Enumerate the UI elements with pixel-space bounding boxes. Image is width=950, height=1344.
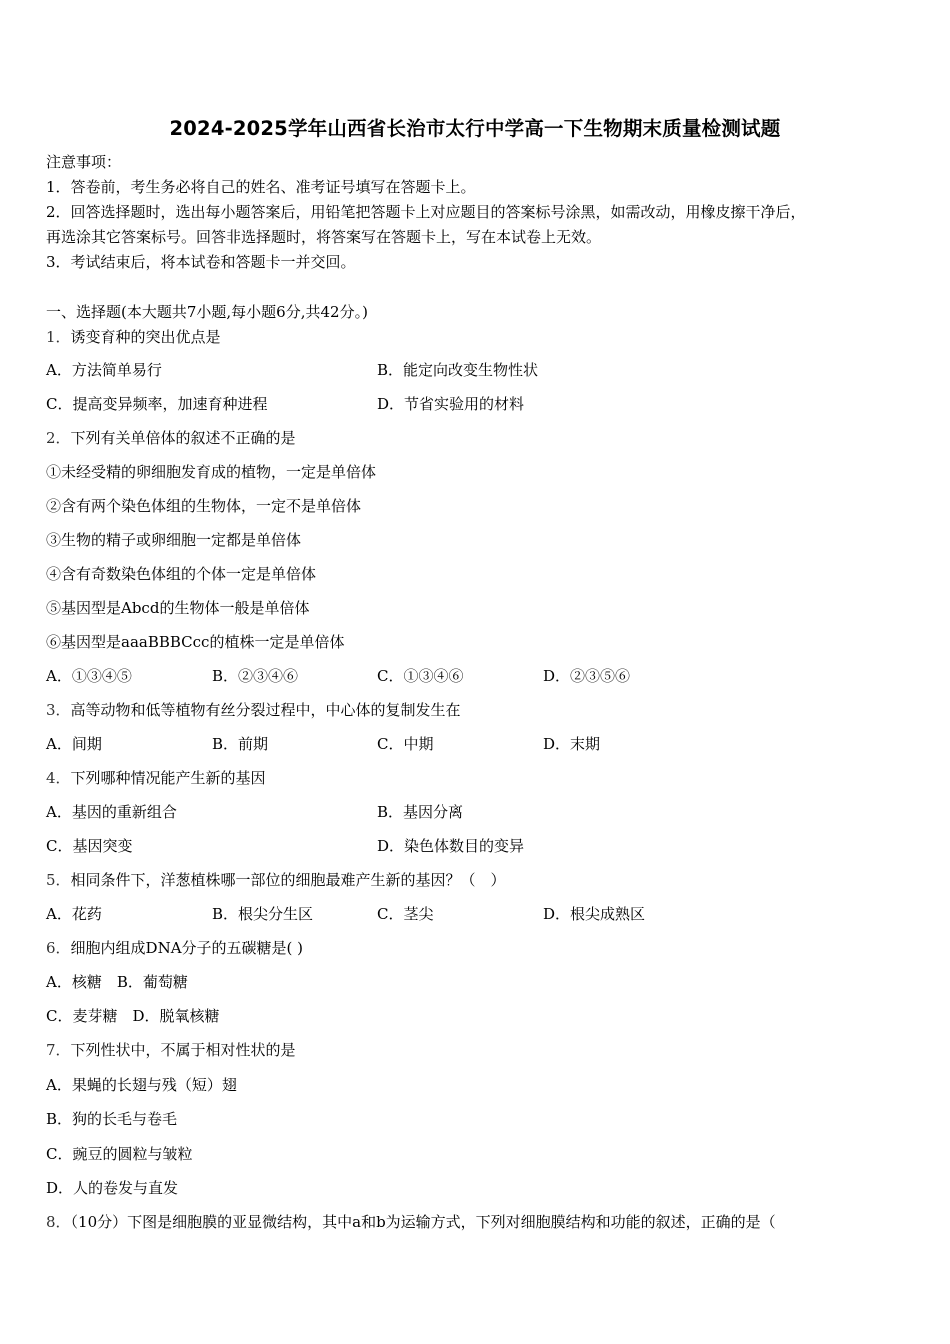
question-stem: 高等动物和低等植物有丝分裂过程中，中心体的复制发生在: [70, 701, 461, 719]
q4-option-b[interactable]: B．基因分离: [377, 803, 464, 821]
notice-item: 1．答卷前，考生务必将自己的姓名、准考证号填写在答题卡上。: [46, 178, 476, 196]
notice-item: 3．考试结束后，将本试卷和答题卡一并交回。: [46, 253, 356, 271]
question-number: 5．: [46, 871, 71, 889]
question-number: 3．: [46, 701, 71, 719]
q2-option-c[interactable]: C．①③④⑥: [377, 667, 464, 685]
section-heading: 一、选择题(本大题共7小题,每小题6分,共42分。): [46, 303, 368, 321]
q1-option-c[interactable]: C．提高变异频率，加速育种进程: [46, 395, 268, 413]
question-1: [46, 327, 221, 347]
notice-item: 2．回答选择题时，选出每小题答案后，用铅笔把答题卡上对应题目的答案标号涂黑，如需改动，用橡皮擦干净后，: [46, 203, 806, 221]
question-8: [46, 1212, 776, 1232]
q2-option-d[interactable]: D．②③⑤⑥: [543, 667, 631, 685]
q4-option-d[interactable]: D．染色体数目的变异: [377, 837, 525, 855]
q5-option-a[interactable]: A．花药: [46, 905, 102, 923]
q1-option-d[interactable]: D．节省实验用的材料: [377, 395, 525, 413]
notice-item: 再选涂其它答案标号。回答非选择题时，将答案写在答题卡上，写在本试卷上无效。: [46, 228, 602, 246]
q6-option-cd[interactable]: C．麦芽糖 D．脱氧核糖: [46, 1007, 220, 1025]
q3-option-d[interactable]: D．末期: [543, 735, 601, 753]
q5-option-c[interactable]: C．茎尖: [377, 905, 434, 923]
question-stem: 下列性状中，不属于相对性状的是: [70, 1041, 296, 1059]
q3-option-b[interactable]: B．前期: [212, 735, 269, 753]
q2-statement: ③生物的精子或卵细胞一定都是单倍体: [46, 531, 302, 549]
question-2: [46, 428, 296, 448]
q7-option-b[interactable]: B．狗的长毛与卷毛: [46, 1110, 178, 1128]
question-number: 8．: [46, 1213, 71, 1231]
q4-option-a[interactable]: A．基因的重新组合: [46, 803, 177, 821]
q3-option-c[interactable]: C．中期: [377, 735, 434, 753]
q6-option-ab[interactable]: A．核糖 B．葡萄糖: [46, 973, 188, 991]
question-stem: 下列有关单倍体的叙述不正确的是: [70, 429, 296, 447]
q5-option-d[interactable]: D．根尖成熟区: [543, 905, 646, 923]
question-stem: 下列哪种情况能产生新的基因: [70, 769, 266, 787]
q2-statement: ⑤基因型是Abcd的生物体一般是单倍体: [46, 599, 310, 617]
page-title: 2024-2025学年山西省长治市太行中学高一下生物期末质量检测试题: [169, 117, 781, 140]
question-4: [46, 768, 266, 788]
question-stem: 细胞内组成DNA分子的五碳糖是( ): [70, 939, 304, 957]
q7-option-a[interactable]: A．果蝇的长翅与残（短）翅: [46, 1076, 237, 1094]
q2-statement: ④含有奇数染色体组的个体一定是单倍体: [46, 565, 317, 583]
question-stem: （10分）下图是细胞膜的亚显微结构，其中a和b为运输方式，下列对细胞膜结构和功能的叙述，正确的是（: [70, 1213, 776, 1231]
q7-option-d[interactable]: D．人的卷发与直发: [46, 1179, 179, 1197]
question-stem: 诱变育种的突出优点是: [70, 328, 221, 346]
q1-option-b[interactable]: B．能定向改变生物性状: [377, 361, 539, 379]
question-3: [46, 700, 461, 720]
question-6: [46, 938, 303, 958]
q1-option-a[interactable]: A．方法简单易行: [46, 361, 162, 379]
notice-heading: 注意事项：: [46, 153, 122, 171]
q4-option-c[interactable]: C．基因突变: [46, 837, 133, 855]
question-5: [46, 870, 506, 890]
question-number: 2．: [46, 429, 71, 447]
q3-option-a[interactable]: A．间期: [46, 735, 102, 753]
q5-option-b[interactable]: B．根尖分生区: [212, 905, 314, 923]
q2-statement: ①未经受精的卵细胞发育成的植物，一定是单倍体: [46, 463, 377, 481]
question-number: 7．: [46, 1041, 71, 1059]
q2-statement: ⑥基因型是aaaBBBCcc的植株一定是单倍体: [46, 633, 345, 651]
question-number: 4．: [46, 769, 71, 787]
question-stem: 相同条件下，洋葱植株哪一部位的细胞最难产生新的基因？（ ）: [70, 871, 506, 889]
question-number: 6．: [46, 939, 71, 957]
q2-option-b[interactable]: B．②③④⑥: [212, 667, 299, 685]
question-7: [46, 1040, 296, 1060]
q7-option-c[interactable]: C．豌豆的圆粒与皱粒: [46, 1145, 193, 1163]
q2-option-a[interactable]: A．①③④⑤: [46, 667, 132, 685]
q2-statement: ②含有两个染色体组的生物体，一定不是单倍体: [46, 497, 362, 515]
question-number: 1．: [46, 328, 71, 346]
